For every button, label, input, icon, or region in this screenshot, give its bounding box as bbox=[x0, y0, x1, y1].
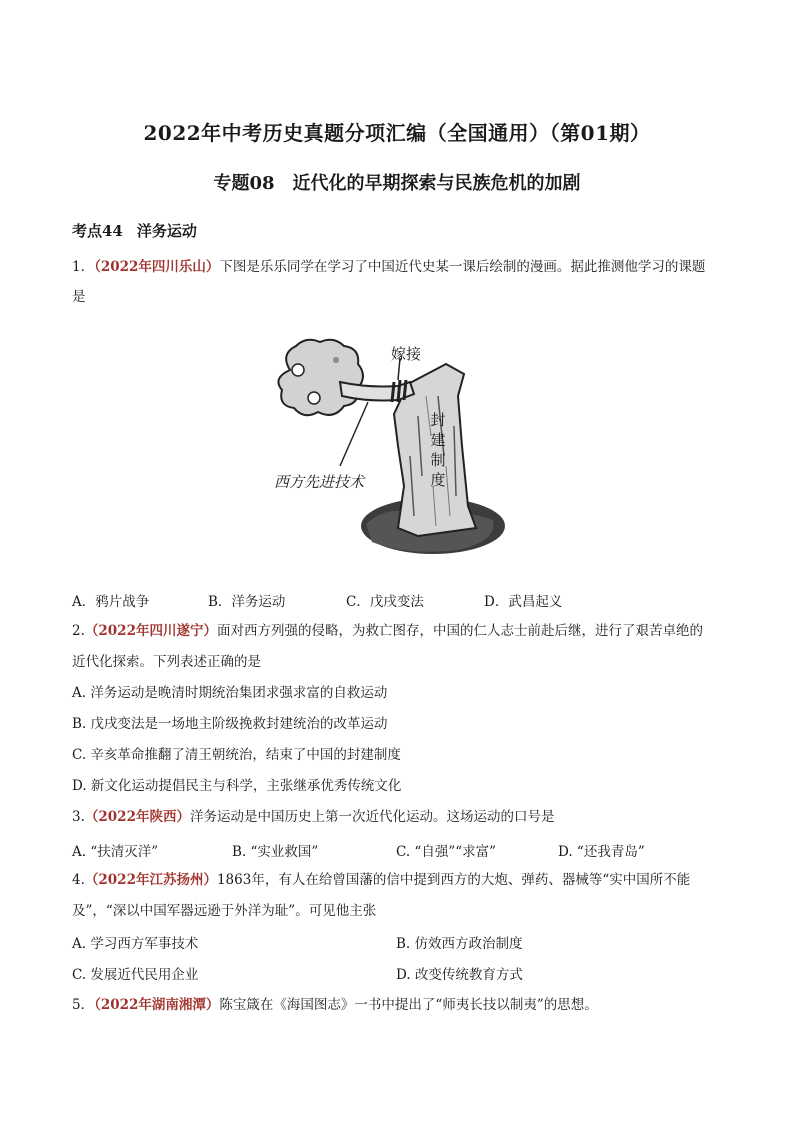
q3-text: 洋务运动是中国历史上第一次近代化运动。这场运动的口号是 bbox=[189, 809, 555, 825]
label-western-tech: 西方先进技术 bbox=[274, 473, 365, 491]
q1-option-c: C．戊戌变法 bbox=[346, 594, 424, 610]
q4-option-b: B. 仿效西方政治制度 bbox=[396, 936, 523, 952]
label-feudal-system: 封建制度 bbox=[430, 411, 446, 489]
section-label: 考点44 bbox=[72, 222, 123, 240]
q3-option-c: C. “自强”“求富” bbox=[396, 844, 497, 860]
cartoon-figure bbox=[268, 336, 512, 568]
document-subtitle: 专题08 近代化的早期探索与民族危机的加剧 bbox=[213, 173, 581, 194]
q1-source: （2022年四川乐山） bbox=[94, 259, 220, 275]
q3-option-b: B. “实业救国” bbox=[232, 844, 319, 860]
q3-number: 3. bbox=[72, 809, 85, 825]
q1-stem-line2: 是 bbox=[72, 289, 86, 305]
q4-option-a: A. 学习西方军事技术 bbox=[72, 936, 199, 952]
q4-text: 1863年，有人在给曾国藩的信中提到西方的大炮、弹药、器械等“实中国所不能 bbox=[216, 872, 691, 888]
q1-stem-line1 bbox=[72, 257, 705, 277]
q1-number: 1． bbox=[72, 259, 95, 275]
q5-number: 5． bbox=[72, 997, 95, 1013]
q5-source: （2022年湖南湘潭） bbox=[94, 997, 220, 1013]
q2-option-d: D. 新文化运动提倡民主与科学，主张继承优秀传统文化 bbox=[72, 778, 402, 794]
q4-option-d: D. 改变传统教育方式 bbox=[396, 967, 523, 983]
q2-option-a: A. 洋务运动是晚清时期统治集团求强求富的自救运动 bbox=[72, 685, 388, 701]
q3-source: （2022年陕西） bbox=[84, 809, 190, 825]
q3-option-a: A. “扶清灭洋” bbox=[72, 844, 159, 860]
q3-stem bbox=[72, 807, 554, 827]
document-title: 2022年中考历史真题分项汇编（全国通用）（第01期） bbox=[143, 121, 651, 145]
q4-option-c: C. 发展近代民用企业 bbox=[72, 967, 199, 983]
q1-option-b: B．洋务运动 bbox=[208, 594, 286, 610]
q2-option-c: C. 辛亥革命推翻了清王朝统治，结束了中国的封建制度 bbox=[72, 747, 401, 763]
label-graft: 嫁接 bbox=[391, 345, 422, 363]
q5-text: 陈宝箴在《海国图志》一书中提出了“师夷长技以制夷”的思想。 bbox=[219, 997, 598, 1013]
section-name: 洋务运动 bbox=[136, 222, 197, 240]
q2-stem-line2: 近代化探索。下列表述正确的是 bbox=[72, 654, 261, 670]
q2-text: 面对西方列强的侵略，为救亡图存，中国的仁人志士前赴后继，进行了艰苦卓绝的 bbox=[216, 623, 703, 639]
q5-stem bbox=[72, 995, 598, 1015]
q3-option-d: D. “还我青岛” bbox=[558, 844, 645, 860]
q4-stem-line1 bbox=[72, 870, 690, 890]
q4-source: （2022年江苏扬州） bbox=[84, 872, 217, 888]
q2-number: 2. bbox=[72, 623, 85, 639]
section-heading bbox=[72, 220, 197, 241]
q1-option-a: A．鸦片战争 bbox=[72, 594, 150, 610]
western-pointer bbox=[340, 402, 368, 466]
q4-stem-line2: 及”，“深以中国军器远逊于外洋为耻”。可见他主张 bbox=[72, 903, 377, 919]
foliage-icon bbox=[278, 340, 363, 415]
q1-text: 下图是乐乐同学在学习了中国近代史某一课后绘制的漫画。据此推测他学习的课题 bbox=[219, 259, 706, 275]
q2-stem-line1 bbox=[72, 621, 703, 641]
q1-option-d: D．武昌起义 bbox=[484, 594, 563, 610]
q4-number: 4. bbox=[72, 872, 85, 888]
q2-source: （2022年四川遂宁） bbox=[84, 623, 217, 639]
q2-option-b: B. 戊戌变法是一场地主阶级挽救封建统治的改革运动 bbox=[72, 716, 388, 732]
